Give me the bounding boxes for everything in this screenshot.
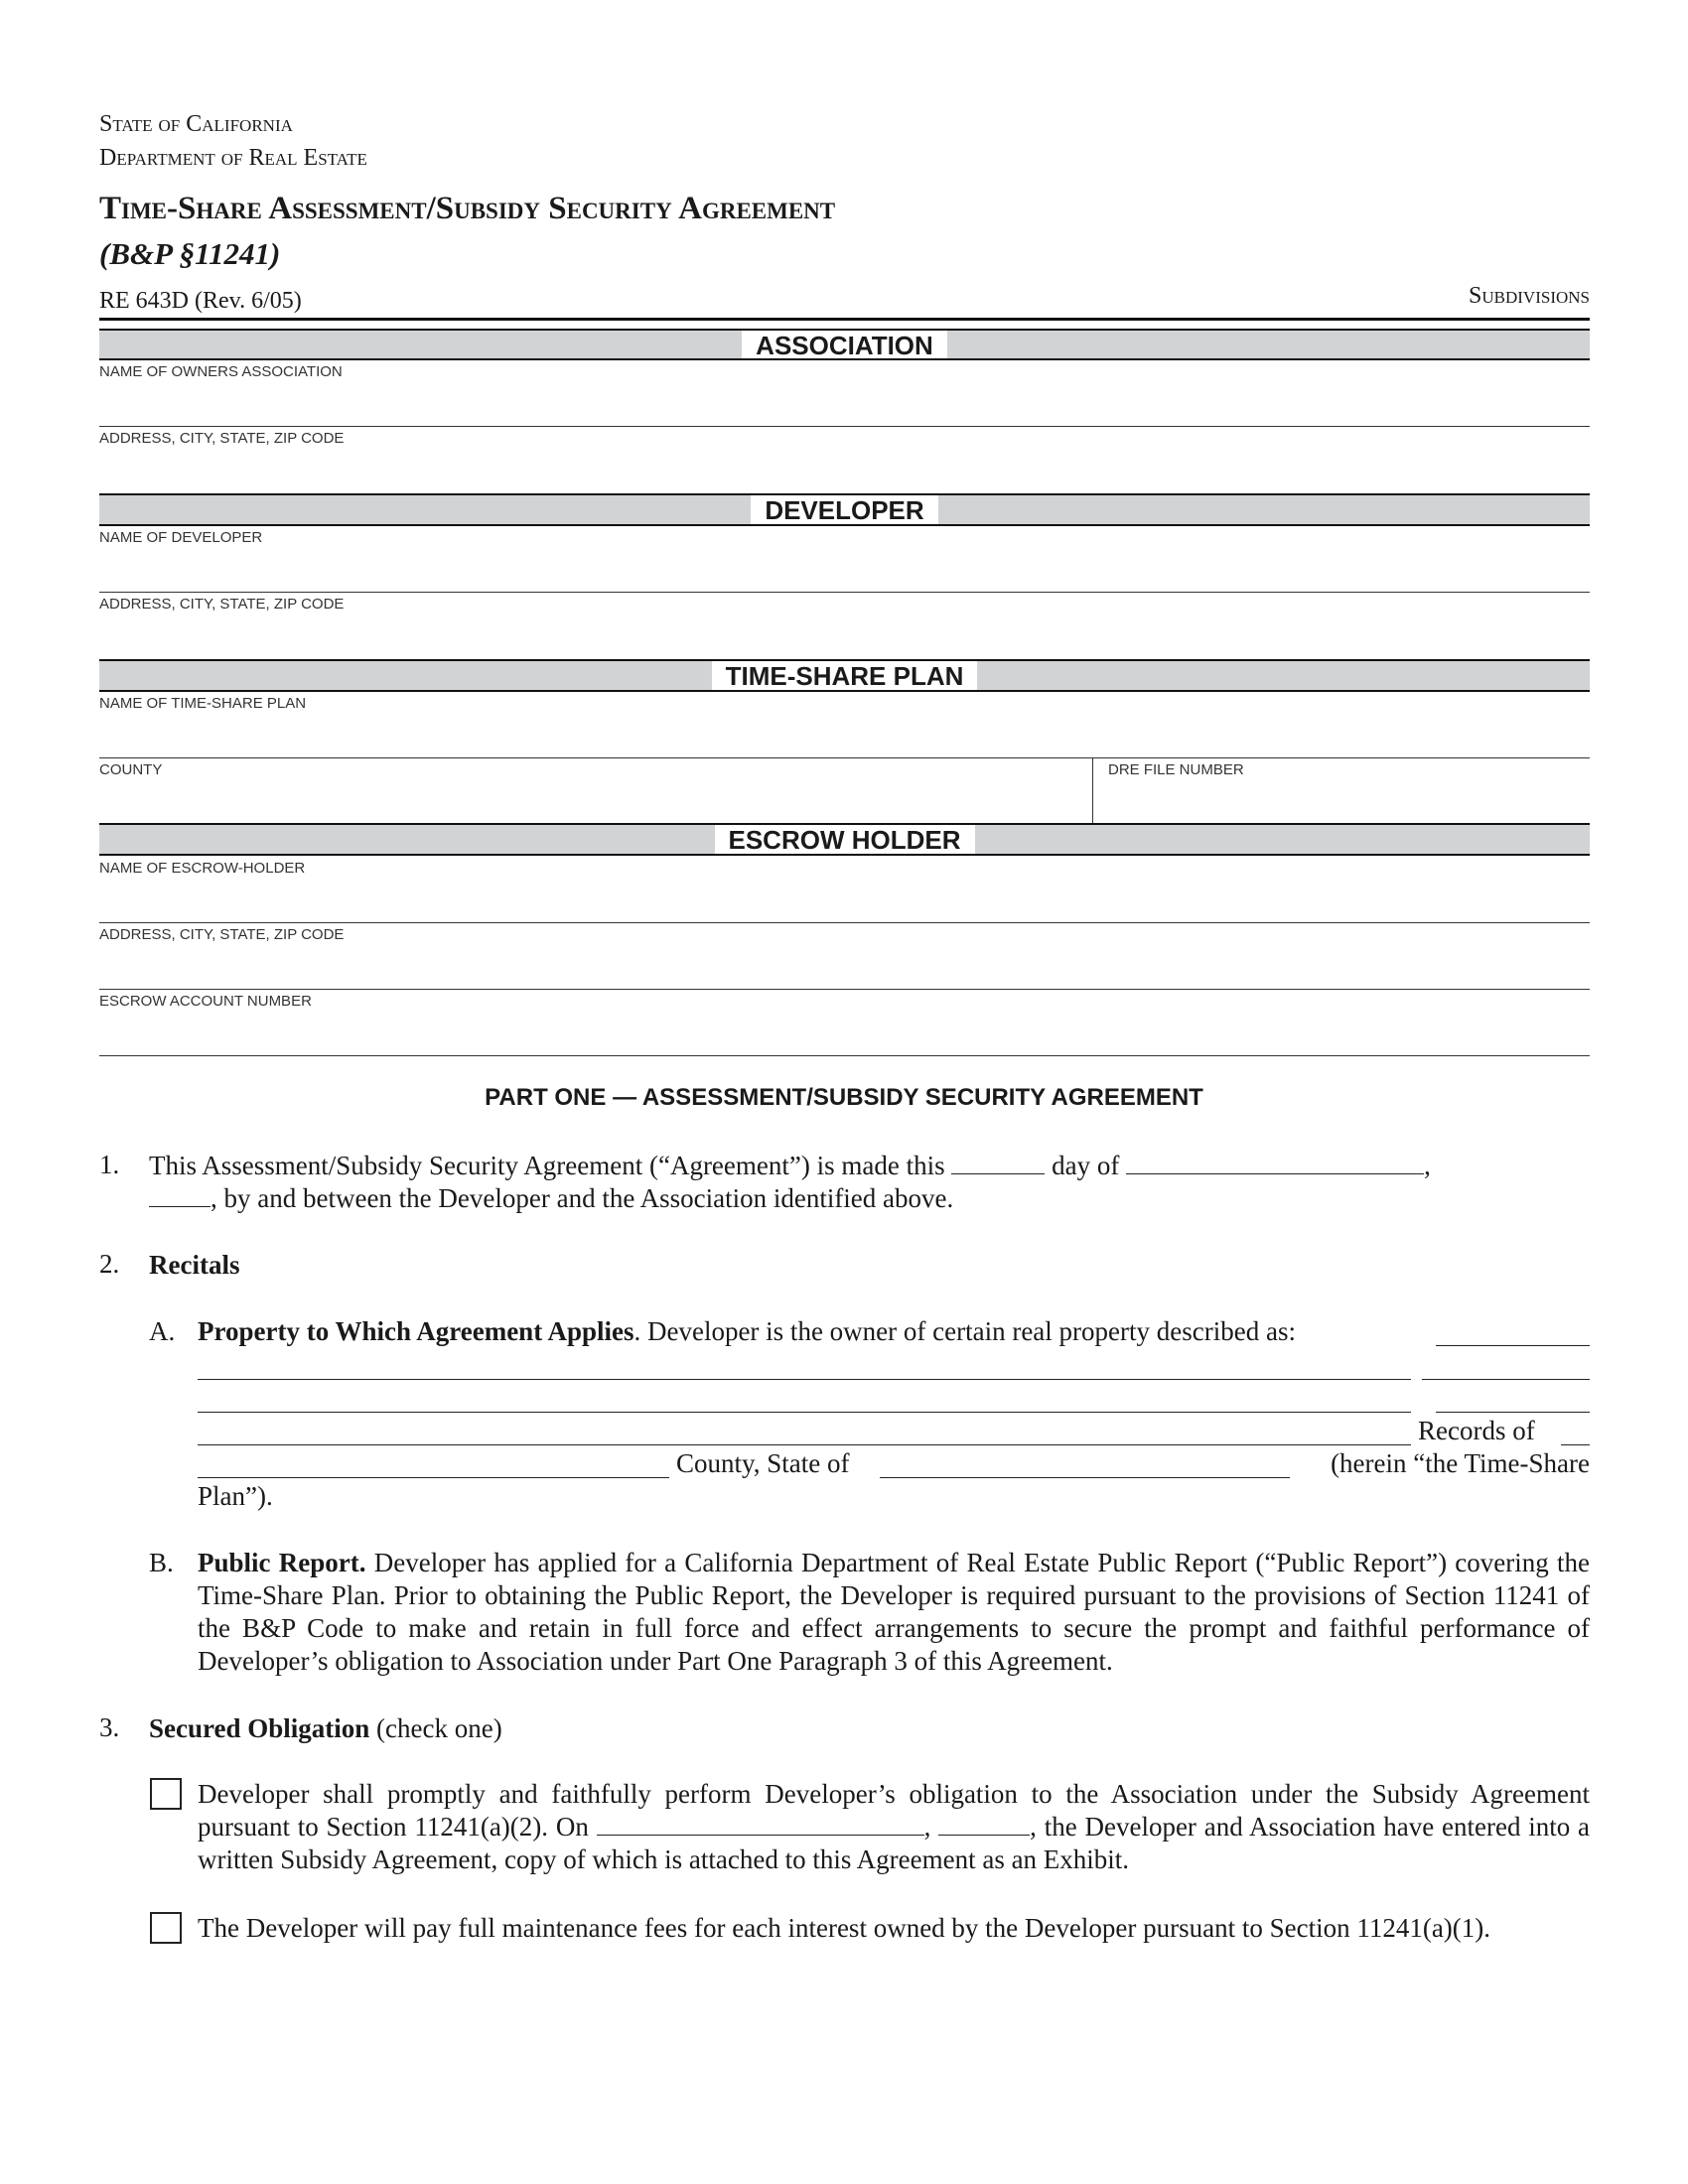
plan-bar <box>99 659 1590 692</box>
recital-b-title: Public Report. <box>198 1548 366 1577</box>
para-1-end: , by and between the Developer and the Association identified above. <box>211 1183 954 1213</box>
property-blank[interactable] <box>1422 1379 1590 1380</box>
subsidy-option-text <box>198 1778 1590 1876</box>
herein-text: (herein “the Time-Share <box>1331 1448 1590 1478</box>
maintenance-fee-checkbox[interactable] <box>150 1912 182 1944</box>
recital-a-title: Property to Which Agreement Applies <box>198 1316 634 1346</box>
association-heading: ASSOCIATION <box>742 331 947 358</box>
subsidy-year-blank[interactable] <box>938 1812 1030 1836</box>
secured-obligation-title: Secured Obligation <box>149 1713 370 1743</box>
para-1-number: 1. <box>99 1150 120 1179</box>
plan-text: Plan”). <box>198 1481 273 1511</box>
developer-name-field[interactable] <box>99 592 1590 593</box>
division-name: Subdivisions <box>1469 283 1590 309</box>
part-one-heading: PART ONE — ASSESSMENT/SUBSIDY SECURITY AGREEMENT <box>485 1084 1203 1111</box>
check-one-note: (check one) <box>369 1713 502 1743</box>
association-bar <box>99 329 1590 360</box>
developer-bar <box>99 493 1590 526</box>
developer-heading: DEVELOPER <box>751 495 937 524</box>
county-blank[interactable] <box>198 1477 669 1478</box>
plan-name-label: NAME OF TIME-SHARE PLAN <box>99 695 307 712</box>
recital-a-text: . Developer is the owner of certain real property described as: <box>633 1316 1296 1346</box>
statute-reference: (B&P §11241) <box>99 236 281 271</box>
recital-b <box>198 1547 1590 1678</box>
subsidy-date-blank[interactable] <box>597 1812 924 1836</box>
plan-heading: TIME-SHARE PLAN <box>712 661 978 690</box>
header-rule <box>99 318 1590 321</box>
day-of-text: day of <box>1052 1151 1120 1180</box>
plan-name-field[interactable] <box>99 757 1590 758</box>
option-1-text: Developer shall promptly and faithfully perform Developer’s obligation to the Association under the Subsidy Agreement pursuant to Section 11241(a)(2). On <box>198 1779 1590 1842</box>
field-divider <box>1092 757 1093 823</box>
escrow-account-label: ESCROW ACCOUNT NUMBER <box>99 993 312 1010</box>
month-blank[interactable] <box>1126 1151 1424 1174</box>
association-address-label: ADDRESS, CITY, STATE, ZIP CODE <box>99 430 345 447</box>
escrow-address-field[interactable] <box>99 989 1590 990</box>
records-of-text: Records of <box>1418 1416 1535 1445</box>
para-1 <box>149 1150 1590 1215</box>
owners-association-label: NAME OF OWNERS ASSOCIATION <box>99 363 343 380</box>
property-blank[interactable] <box>1436 1412 1590 1413</box>
developer-address-label: ADDRESS, CITY, STATE, ZIP CODE <box>99 596 345 613</box>
escrow-account-field[interactable] <box>99 1055 1590 1056</box>
para-1-text: This Assessment/Subsidy Security Agreement (“Agreement”) is made this <box>149 1151 945 1180</box>
dre-file-label: DRE FILE NUMBER <box>1108 761 1244 778</box>
recital-a <box>198 1315 1296 1348</box>
form-title: Time-Share Assessment/Subsidy Security Agreement <box>99 191 836 226</box>
recital-b-text: Developer has applied for a California Department of Real Estate Public Report (“Public Report”) covering the Time-Share Plan. Prior to obtaining the Public Report, the Developer is required pursuant to the provisions of Section 11241 of the B&P Code to make and retain in full force and effect arrangements to secure the prompt and faithful performance of Developer’s obligation to Association under Part One Paragraph 3 of this Agreement. <box>198 1548 1590 1676</box>
para-2-number: 2. <box>99 1249 120 1279</box>
owners-association-field[interactable] <box>99 426 1590 427</box>
day-blank[interactable] <box>951 1151 1045 1174</box>
property-blank[interactable] <box>198 1412 1411 1413</box>
developer-name-label: NAME OF DEVELOPER <box>99 529 263 546</box>
recital-a-letter: A. <box>149 1316 176 1346</box>
county-state-text: County, State of <box>676 1448 850 1478</box>
year-blank[interactable] <box>149 1183 211 1207</box>
maintenance-fee-text: The Developer will pay full maintenance fees for each interest owned by the Developer pursuant to Section 11241(a)(1). <box>198 1913 1491 1943</box>
para-3-heading <box>149 1712 502 1745</box>
escrow-bar <box>99 823 1590 856</box>
option-1-end: , the Developer and Association have entered into a written Subsidy Agreement, copy of which is attached to this Agreement as an Exhibit. <box>198 1812 1591 1874</box>
comma: , <box>1424 1151 1431 1180</box>
recital-b-letter: B. <box>149 1548 174 1577</box>
subsidy-option-checkbox[interactable] <box>150 1778 182 1810</box>
records-blank[interactable] <box>1561 1444 1590 1445</box>
comma: , <box>923 1812 931 1842</box>
county-label: COUNTY <box>99 761 163 778</box>
property-blank[interactable] <box>198 1444 1411 1445</box>
escrow-name-label: NAME OF ESCROW-HOLDER <box>99 860 306 877</box>
form-number: RE 643D (Rev. 6/05) <box>99 288 302 314</box>
state-blank[interactable] <box>880 1477 1290 1478</box>
property-blank[interactable] <box>1436 1345 1590 1346</box>
escrow-address-label: ADDRESS, CITY, STATE, ZIP CODE <box>99 926 345 943</box>
recitals-heading: Recitals <box>149 1250 240 1280</box>
para-3-number: 3. <box>99 1712 120 1742</box>
property-blank[interactable] <box>198 1379 1411 1380</box>
escrow-heading: ESCROW HOLDER <box>715 825 975 854</box>
state-name: State of California <box>99 111 293 137</box>
escrow-name-field[interactable] <box>99 922 1590 923</box>
department-name: Department of Real Estate <box>99 145 367 171</box>
